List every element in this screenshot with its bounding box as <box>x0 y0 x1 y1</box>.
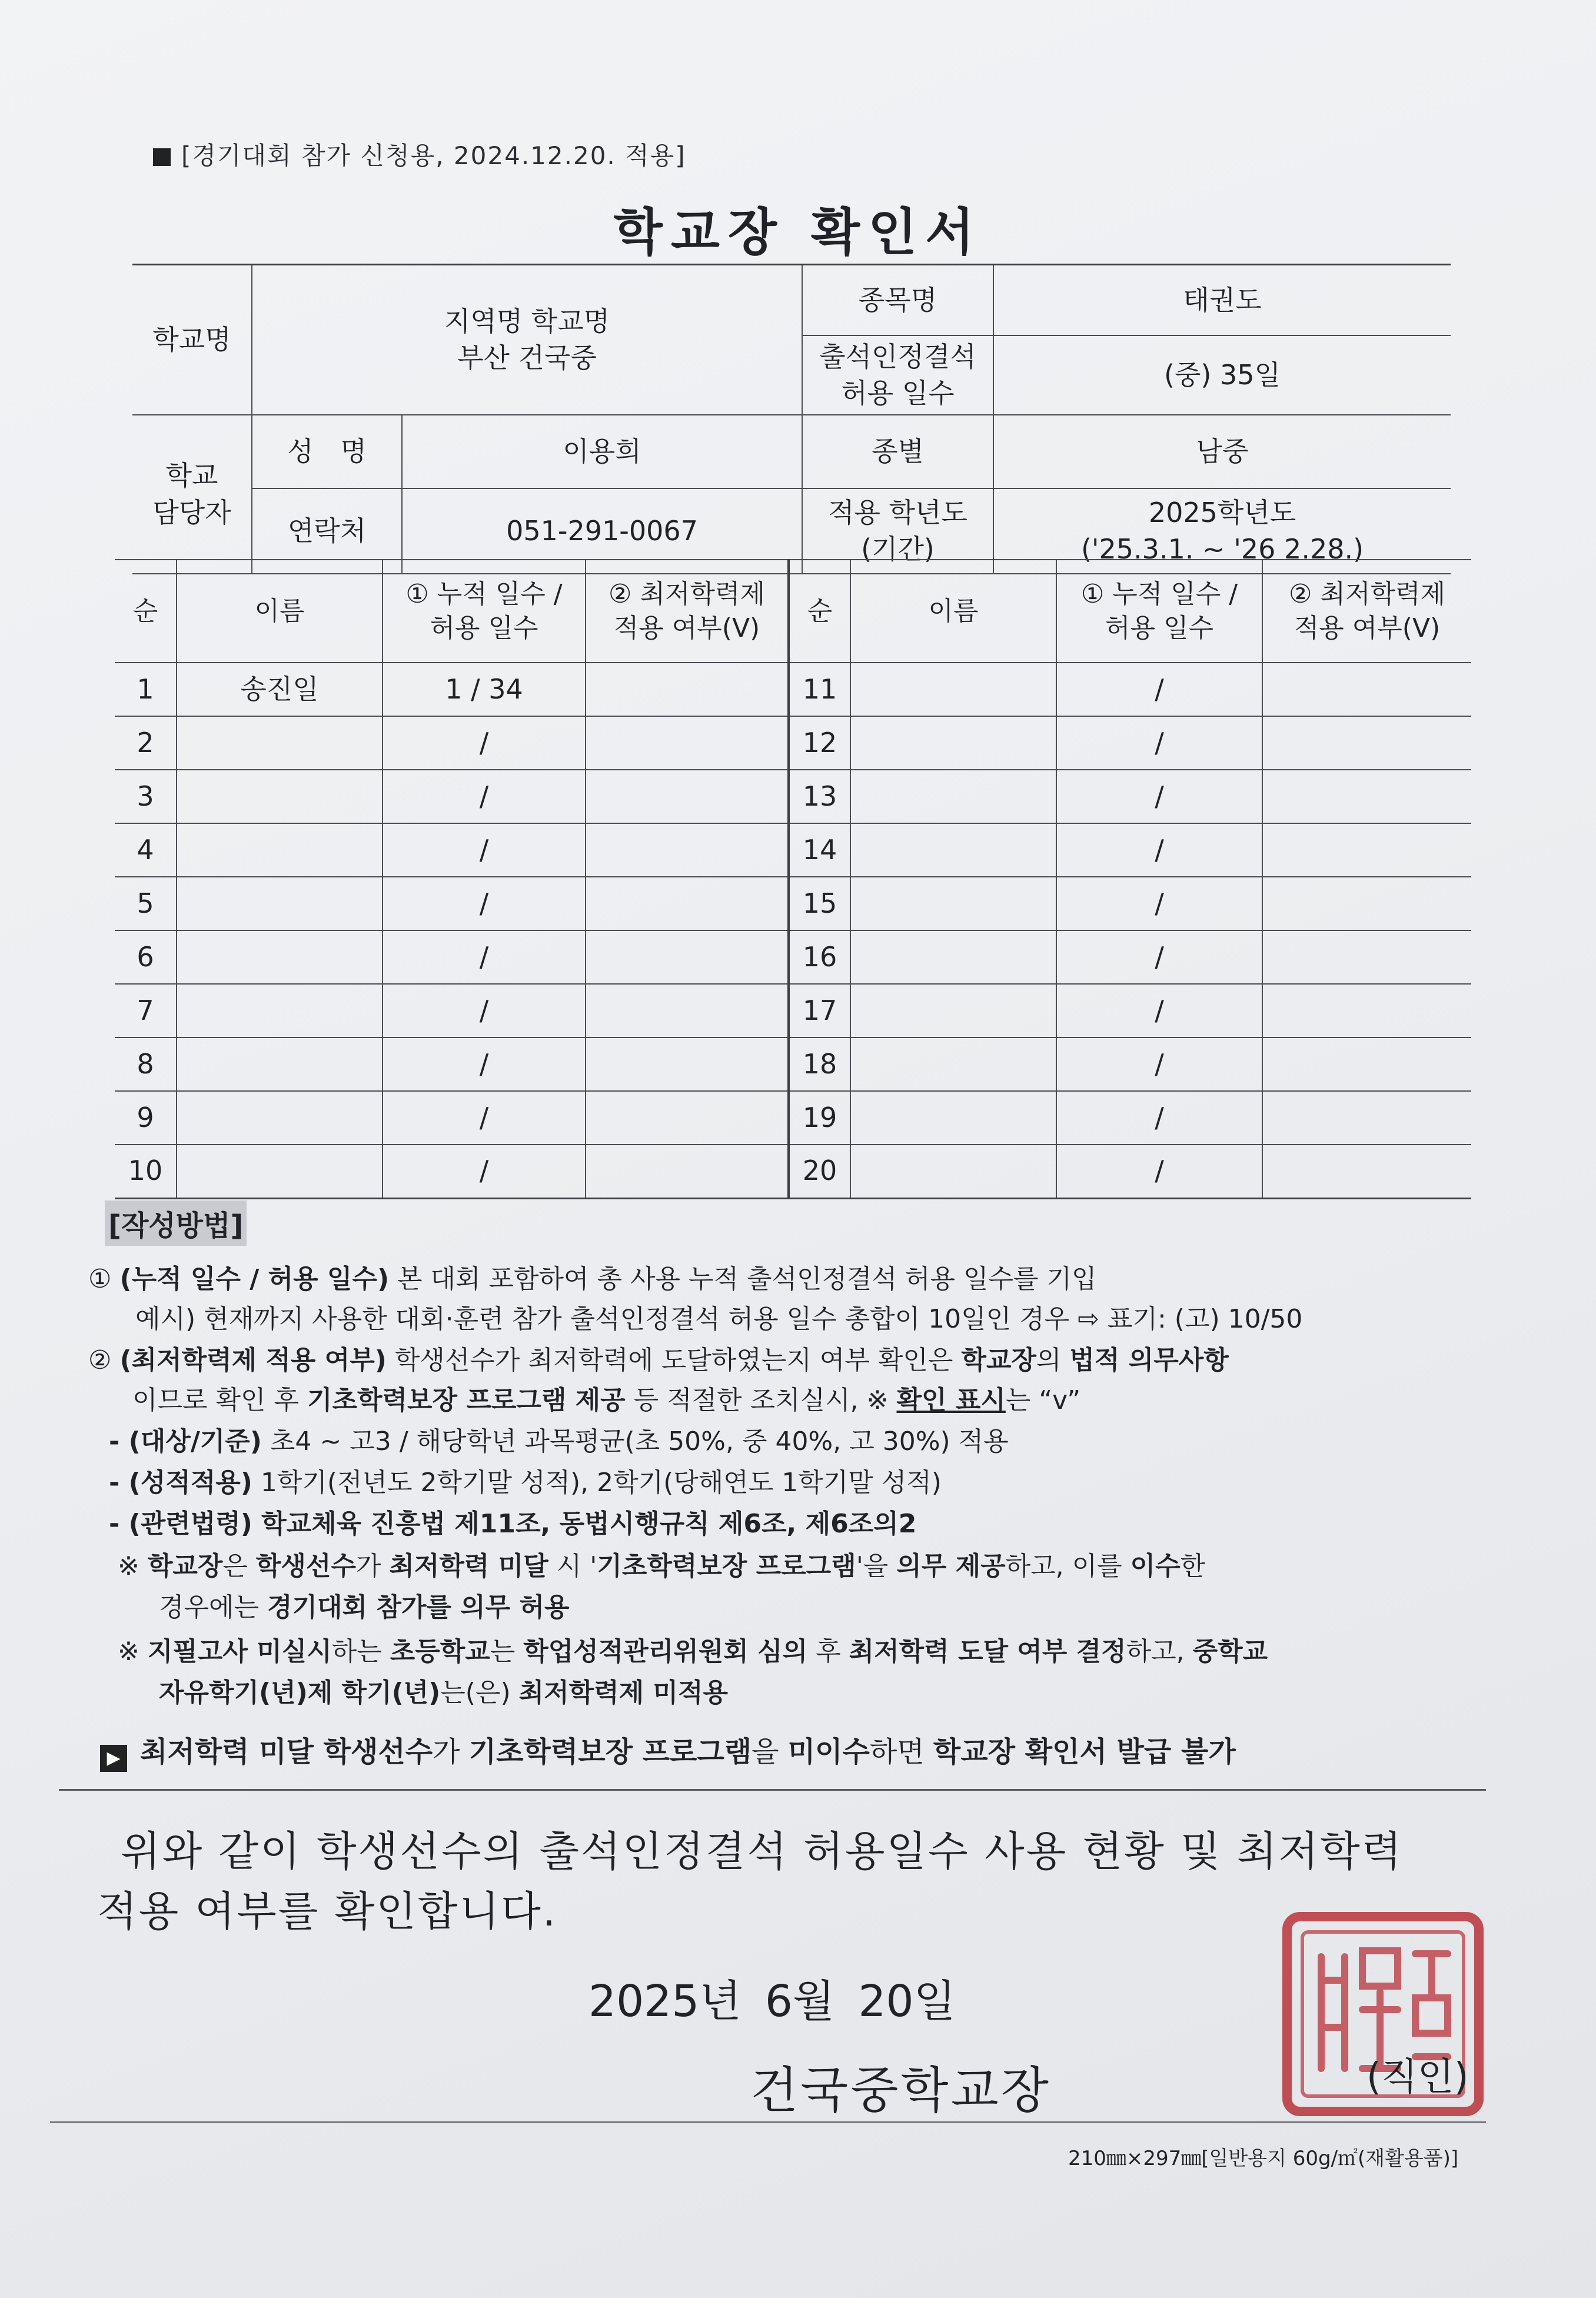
table-row <box>115 770 1471 823</box>
event-value: 태권도 <box>993 265 1451 335</box>
days-cell: / <box>383 1145 586 1198</box>
row-number: 8 <box>115 1037 177 1091</box>
arrow-right-icon: ▶ <box>100 1745 127 1772</box>
days-cell: / <box>1056 877 1262 930</box>
instruction-1-example: 예시) 현재까지 사용한 대회·훈련 참가 출석인정결석 허용 일수 총합이 10일인 경우 ⇨ 표기: (고) 10/50 <box>135 1304 1303 1334</box>
col-check-header: ② 최저학력제 적용 여부(V) <box>1262 560 1471 663</box>
student-name <box>177 823 383 877</box>
row-number: 6 <box>115 930 177 984</box>
row-number: 20 <box>789 1145 850 1198</box>
check-cell <box>586 823 789 877</box>
table-row <box>115 1145 1471 1198</box>
student-name <box>177 1145 383 1198</box>
square-bullet-icon <box>153 148 171 166</box>
student-name <box>177 770 383 823</box>
student-name <box>177 930 383 984</box>
check-cell <box>1262 1091 1471 1145</box>
application-note: [경기대회 참가 신청용, 2024.12.20. 적용] <box>153 137 686 172</box>
instruction-1: ① (누적 일수 / 허용 일수) 본 대회 포함하여 총 사용 누적 출석인정결석 허용 일수를 기입 <box>88 1264 1097 1294</box>
student-name <box>177 1091 383 1145</box>
check-cell <box>1262 1145 1471 1198</box>
row-number: 12 <box>789 716 850 770</box>
days-cell: 1 / 34 <box>383 663 586 716</box>
col-days-header: ① 누적 일수 / 허용 일수 <box>383 560 586 663</box>
row-number: 3 <box>115 770 177 823</box>
contact-label: 연락처 <box>252 488 402 574</box>
category-label: 종별 <box>802 415 993 488</box>
check-cell <box>586 716 789 770</box>
days-cell: / <box>1056 1145 1262 1198</box>
row-number: 18 <box>789 1037 850 1091</box>
confirmation-statement-line1: 위와 같이 학생선수의 출석인정결석 허용일수 사용 현황 및 최저학력 <box>121 1827 1404 1875</box>
absence-days-label: 출석인정결석 허용 일수 <box>802 335 993 415</box>
row-number: 7 <box>115 984 177 1037</box>
days-cell: / <box>383 930 586 984</box>
document-title: 학교장 확인서 <box>613 203 983 262</box>
row-number: 4 <box>115 823 177 877</box>
col-name-header: 이름 <box>850 560 1056 663</box>
days-cell: / <box>383 1037 586 1091</box>
student-name <box>850 1145 1056 1198</box>
student-name <box>850 1037 1056 1091</box>
table-row <box>115 984 1471 1037</box>
days-cell: / <box>1056 770 1262 823</box>
roster-header-row <box>115 560 1471 663</box>
check-cell <box>586 1145 789 1198</box>
row-number: 15 <box>789 877 850 930</box>
contact-value: 051-291-0067 <box>402 488 802 574</box>
student-name <box>850 716 1056 770</box>
instruction-2: ② (최저학력제 적용 여부) 학생선수가 최저학력에 도달하였는지 여부 확인은 학교장의 법적 의무사항 <box>88 1345 1229 1375</box>
days-cell: / <box>383 770 586 823</box>
days-cell: / <box>1056 716 1262 770</box>
row-number: 1 <box>115 663 177 716</box>
table-row <box>115 716 1471 770</box>
days-cell: / <box>383 716 586 770</box>
student-name <box>177 877 383 930</box>
student-roster-table <box>115 559 1471 1199</box>
student-name <box>850 770 1056 823</box>
note-1-line2: 경우에는 경기대회 참가를 의무 허용 <box>159 1592 570 1622</box>
row-number: 2 <box>115 716 177 770</box>
days-cell: / <box>1056 823 1262 877</box>
table-row <box>115 1091 1471 1145</box>
footer-divider <box>50 2121 1486 2123</box>
school-year-value: 2025학년도 ('25.3.1. ~ '26 2.28.) <box>993 488 1451 574</box>
col-no-header: 순 <box>789 560 850 663</box>
check-cell <box>586 1091 789 1145</box>
check-cell <box>586 877 789 930</box>
row-number: 14 <box>789 823 850 877</box>
detail-grades: - (성적적용) 1학기(전년도 2학기말 성적), 2학기(당해연도 1학기말 성적) <box>109 1468 942 1498</box>
category-value: 남중 <box>993 415 1451 488</box>
check-cell <box>1262 877 1471 930</box>
issue-date: 2025년 6월 20일 <box>588 1976 956 2027</box>
seal-label: (직인) <box>1366 2056 1469 2099</box>
days-cell: / <box>1056 1037 1262 1091</box>
table-row <box>115 930 1471 984</box>
row-number: 5 <box>115 877 177 930</box>
check-cell <box>1262 984 1471 1037</box>
absence-days-value: (중) 35일 <box>993 335 1451 415</box>
check-cell <box>586 930 789 984</box>
final-warning: ▶ 최저학력 미달 학생선수가 기초학력보장 프로그램을 미이수하면 학교장 확인서 발급 불가 <box>100 1729 1236 1772</box>
table-row <box>115 877 1471 930</box>
student-name <box>177 984 383 1037</box>
row-number: 19 <box>789 1091 850 1145</box>
days-cell: / <box>1056 663 1262 716</box>
event-label: 종목명 <box>802 265 993 335</box>
student-name: 송진일 <box>177 663 383 716</box>
principal-name: 건국중학교장 <box>750 2061 1051 2119</box>
col-name-header: 이름 <box>177 560 383 663</box>
student-name <box>850 823 1056 877</box>
check-cell <box>1262 1037 1471 1091</box>
table-row <box>115 823 1471 877</box>
manager-label: 학교 담당자 <box>132 415 252 574</box>
table-row <box>115 1037 1471 1091</box>
name-label: 성 명 <box>252 415 402 488</box>
section-divider <box>59 1789 1486 1791</box>
student-name <box>177 1037 383 1091</box>
student-name <box>850 930 1056 984</box>
row-number: 16 <box>789 930 850 984</box>
student-name <box>850 1091 1056 1145</box>
check-cell <box>1262 930 1471 984</box>
detail-target: - (대상/기준) 초4 ~ 고3 / 해당학년 과목평균(초 50%, 중 40%, 고 30%) 적용 <box>109 1426 1009 1456</box>
days-cell: / <box>1056 930 1262 984</box>
table-row <box>115 663 1471 716</box>
school-year-label: 적용 학년도 (기간) <box>802 488 993 574</box>
check-cell <box>1262 716 1471 770</box>
note-2-line2: 자유학기(년)제 학기(년)는(은) 최저학력제 미적용 <box>159 1678 728 1708</box>
days-cell: / <box>383 877 586 930</box>
school-label: 학교명 <box>132 265 252 415</box>
detail-law: - (관련법령) 학교체육 진흥법 제11조, 동법시행규칙 제6조, 제6조의2 <box>109 1509 917 1539</box>
student-name <box>177 716 383 770</box>
col-check-header: ② 최저학력제 적용 여부(V) <box>586 560 789 663</box>
student-name <box>850 877 1056 930</box>
confirmation-statement-line2: 적용 여부를 확인합니다. <box>97 1887 557 1935</box>
school-info-table <box>132 264 1451 574</box>
note-2: ※ 지필고사 미실시하는 초등학교는 학업성적관리위원회 심의 후 최저학력 도달 여부 결정하고, 중학교 <box>118 1637 1268 1667</box>
instruction-2-line2: 이므로 확인 후 기초학력보장 프로그램 제공 등 적절한 조치실시, ※ 확인 표시는 “v” <box>132 1385 1081 1415</box>
days-cell: / <box>383 823 586 877</box>
school-value: 지역명 학교명 부산 건국중 <box>252 265 802 415</box>
row-number: 11 <box>789 663 850 716</box>
days-cell: / <box>383 1091 586 1145</box>
col-no-header: 순 <box>115 560 177 663</box>
paper-spec-footer: 210㎜×297㎜[일반용지 60g/㎡(재활용품)] <box>1068 2147 1459 2170</box>
check-cell <box>586 663 789 716</box>
student-name <box>850 984 1056 1037</box>
name-value: 이용희 <box>402 415 802 488</box>
days-cell: / <box>1056 984 1262 1037</box>
check-cell <box>1262 823 1471 877</box>
check-cell <box>586 1037 789 1091</box>
student-name <box>850 663 1056 716</box>
check-cell <box>1262 663 1471 716</box>
check-cell <box>1262 770 1471 823</box>
days-cell: / <box>383 984 586 1037</box>
row-number: 17 <box>789 984 850 1037</box>
days-cell: / <box>1056 1091 1262 1145</box>
method-heading: [작성방법] <box>105 1200 247 1246</box>
note-1: ※ 학교장은 학생선수가 최저학력 미달 시 '기초학력보장 프로그램'을 의무 제공하고, 이를 이수한 <box>118 1551 1206 1581</box>
row-number: 9 <box>115 1091 177 1145</box>
col-days-header: ① 누적 일수 / 허용 일수 <box>1056 560 1262 663</box>
row-number: 10 <box>115 1145 177 1198</box>
check-cell <box>586 984 789 1037</box>
row-number: 13 <box>789 770 850 823</box>
check-cell <box>586 770 789 823</box>
